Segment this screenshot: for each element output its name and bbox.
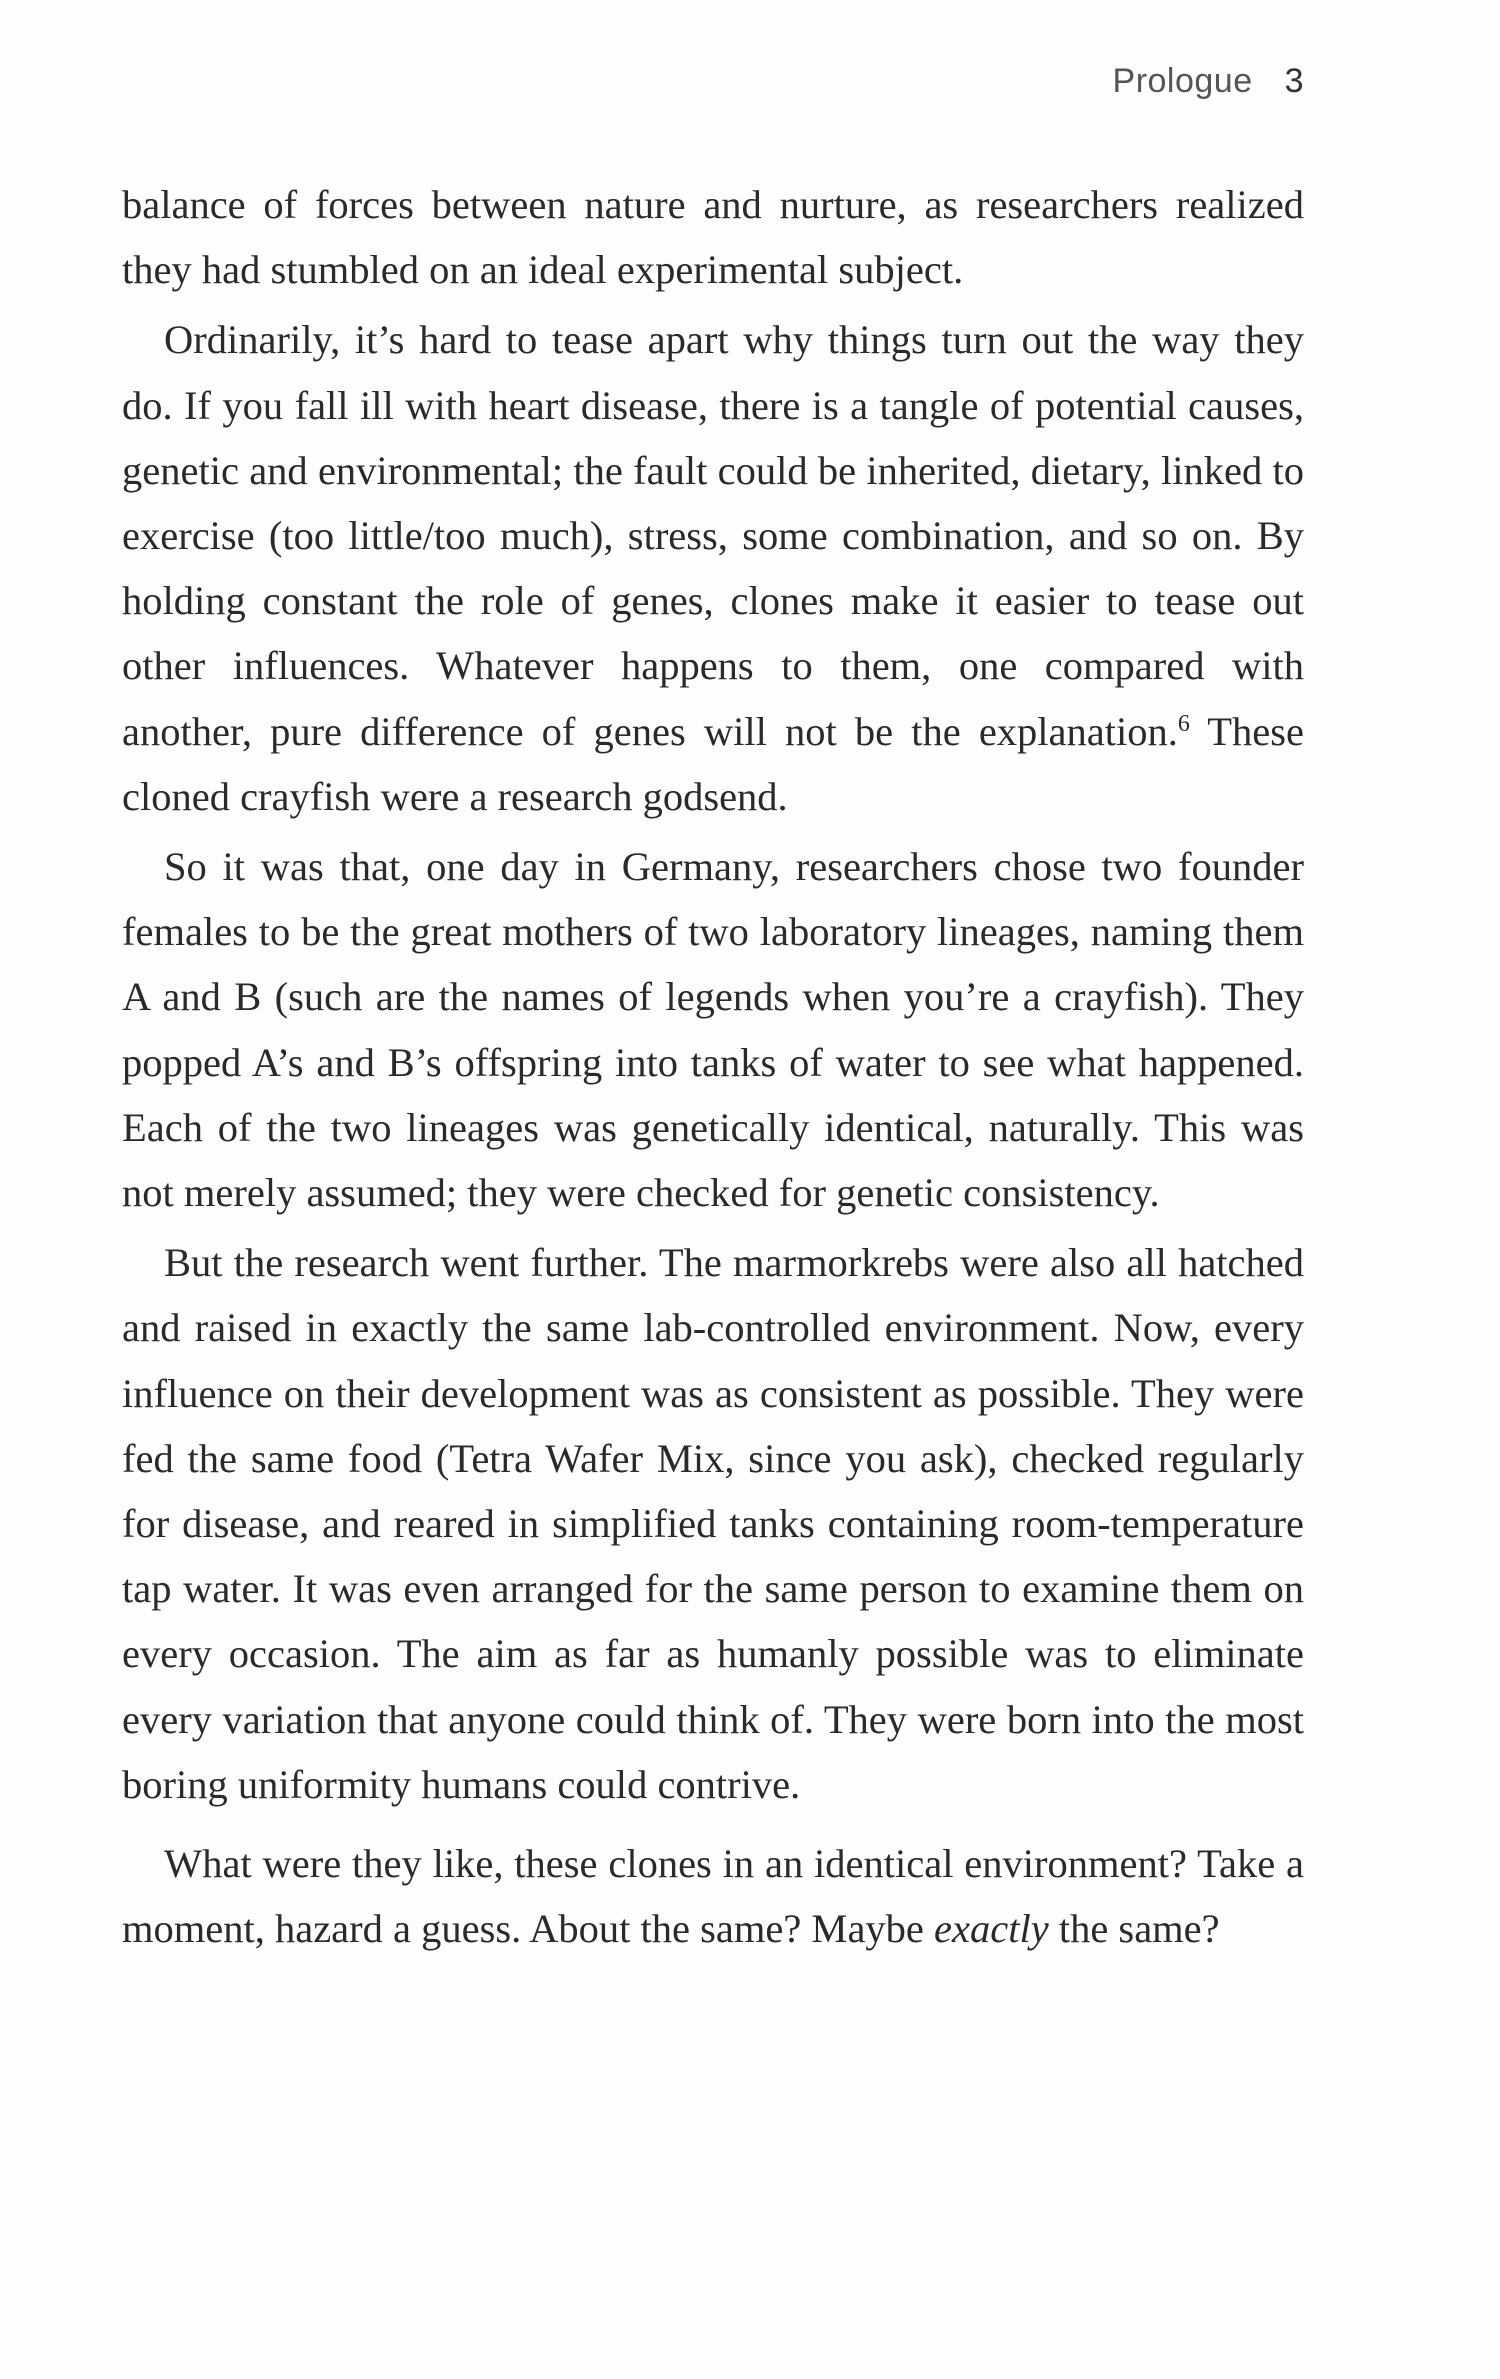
page-number: 3 <box>1284 62 1304 100</box>
body-text <box>122 172 1304 1961</box>
paragraph-5 <box>122 1831 1304 1961</box>
paragraph-2 <box>122 307 1304 829</box>
paragraph-text: But the research went further. The marmorkrebs were also all hatched and raised in exactly the same lab-controlled environment. Now, every influence on their development was as consistent as possible. They were fed the same food (Tetra Wafer Mix, since you ask), checked regularly for disease, and reared in simplified tanks containing room-temperature tap water. It was even arranged for the same person to examine them on every occasion. The aim as far as humanly possible was to eliminate every variation that anyone could think of. They were born into the most boring uniformity humans could contrive. <box>122 1240 1304 1807</box>
paragraph-text: These cloned crayfish were a research godsend. <box>122 708 1304 819</box>
paragraph-text: So it was that, one day in Germany, researchers chose two founder females to be the great mothers of two laboratory lineages, naming them A and B (such are the names of legends when you’re a crayfish). They popped A’s and B’s offspring into tanks of water to see what happened. Each of the two lineages was genetically identical, naturally. This was not merely assumed; they were checked for genetic consistency. <box>122 844 1304 1216</box>
paragraph-text: the same? <box>1048 1906 1220 1952</box>
paragraph-text: Ordinarily, it’s hard to tease apart why things turn out the way they do. If you fall ill with heart disease, there is a tangle of potential causes, genetic and environmental; the fault could be inherited, dietary, linked to exercise (too little/too much), stress, some combination, and so on. By holding constant the role of genes, clones make it easier to tease out other influences. Whatever happens to them, one compared with another, pure difference of genes will not be the explanation. <box>122 317 1304 754</box>
paragraph-1 <box>122 172 1304 302</box>
paragraph-4 <box>122 1230 1304 1817</box>
footnote-marker: 6 <box>1177 710 1190 737</box>
running-head <box>1113 62 1304 101</box>
emphasis-text: exactly <box>934 1906 1049 1952</box>
paragraph-text: What were they like, these clones in an identical environment? Take a moment, hazard a guess. About the same? Maybe <box>122 1841 1304 1952</box>
paragraph-3 <box>122 834 1304 1225</box>
paragraph-text: balance of forces between nature and nurture, as researchers realized they had stumbled on an ideal experimental subject. <box>122 182 1304 293</box>
section-title: Prologue <box>1112 62 1253 100</box>
